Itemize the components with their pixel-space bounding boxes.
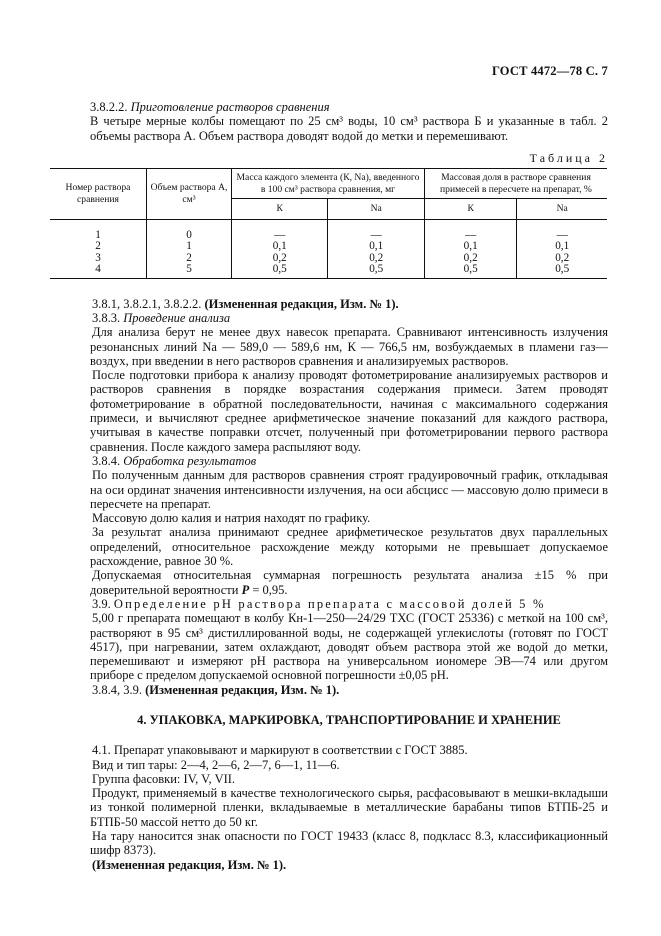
clause-384-paragraph: За результат анализа принимают среднее арифметическое результатов двух параллельных определений, относительное расхождение между которыми не превышает допускаемое расхождение, равное 30 %. <box>90 525 608 569</box>
probability-value: = 0,95. <box>249 582 288 597</box>
clause-384-paragraph <box>90 568 608 597</box>
sub-header-k: К <box>232 199 328 220</box>
edit-note-ref: 3.8.1, 3.8.2.1, 3.8.2.2. <box>92 296 202 311</box>
clause-title: Обработка результатов <box>123 453 257 468</box>
table-cell: 0,2 <box>232 253 328 265</box>
table-row <box>50 264 607 276</box>
clause-41-paragraph: Группа фасовки: IV, V, VII. <box>92 771 236 786</box>
table-cell: 0,2 <box>424 253 516 265</box>
table-cell: 0 <box>147 219 232 241</box>
clause-number: 3.8.2.2. <box>90 100 128 114</box>
table-cell: 3 <box>95 251 101 264</box>
clause-383-paragraph: После подготовки прибора к анализу проводят фотометрирование анализируемых растворов и растворов сравнения в порядке возрастания содержания примеси. Затем проводят фотометрирование в обратной последовательности, начиная с максимального содержания примеси, и вычисляют среднее арифметическое значение показаний для каждого раствора, учитывая в качестве поправки отсчет, полученный при фотометрировании первого раствора сравнения. После каждого замера распыляют воду. <box>90 368 608 454</box>
table-cell: 1 <box>95 228 101 241</box>
table-cell: 2 <box>147 253 232 265</box>
clause-number: 3.9. <box>92 596 111 611</box>
clause-title: Приготовление растворов сравнения <box>130 100 330 114</box>
table-cell: — <box>232 219 328 241</box>
probability-variable: P <box>241 582 250 597</box>
clause-384-text: Допускаемая относительная суммарная погрешность результата анализа ±15 % при доверительной вероятности <box>90 568 608 597</box>
table-caption: Таблица 2 <box>529 150 608 165</box>
table-cell: 0,5 <box>517 264 607 276</box>
table-cell: — <box>517 219 607 241</box>
sub-header-k: К <box>424 199 516 220</box>
table-cell: 0,1 <box>232 241 328 253</box>
clause-3822-text: В четыре мерные колбы помещают по 25 см³ воды, 10 см³ раствора Б и указанные в табл. 2 объемы раствора А. Объем раствора доводят водой до метки и перемешивают. <box>90 114 608 143</box>
clause-title: Определение рН раствора препарата с массовой долей 5 % <box>113 596 546 611</box>
col-header-volume: Объем раствора А, см³ <box>147 169 232 220</box>
clause-384-heading <box>90 454 608 468</box>
edit-note-1 <box>90 297 608 311</box>
edit-note-label: (Измененная редакция, Изм. № 1). <box>204 296 399 311</box>
clause-384-paragraph: По полученным данным для растворов сравнения строят градуировочный график, откладывая на оси ординат значения интенсивности излучения, на оси абсцисс — массовую долю примеси в пересчете на препарат. <box>90 468 608 511</box>
clause-41-paragraph: Вид и тип тары: 2—4, 2—6, 2—7, 6—1, 11—6. <box>92 757 340 772</box>
clause-383-paragraph: Для анализа берут не менее двух навесок препарата. Сравнивают интенсивность излучения резонансных линий Na — 589,0 — 589,6 нм, К — 766,5 нм, возбуждаемых в пламени газ—воздух, при введении в него растворов сравнения и анализируемых растворов. <box>90 325 608 368</box>
clause-39-text: 5,00 г препарата помещают в колбу Кн-1—250—24/29 ТХС (ГОСТ 25336) с меткой на 100 см³, растворяют в 95 см³ дистиллированной воды, не содержащей углекислоты (готовят по ГОСТ 4517), при нагревании, затем охлаждают, доводят объем раствора этой же водой до метки, перемешивают и измеряют рН раствора на универсальном иономере ЭВ—74 или другом приборе с пределом допускаемой основной погрешности ±0,05 рН. <box>90 611 608 683</box>
sub-header-na: Na <box>328 199 424 220</box>
table-cell: 0,1 <box>328 241 424 253</box>
table-cell: 5 <box>147 264 232 276</box>
edit-note-2 <box>90 683 608 697</box>
table-cell: — <box>328 219 424 241</box>
col-header-number: Номер раствора сравнения <box>50 169 147 220</box>
section-4-title: 4. УПАКОВКА, МАРКИРОВКА, ТРАНСПОРТИРОВАНИЕ И ХРАНЕНИЕ <box>137 713 561 727</box>
table-cell: 4 <box>95 263 101 276</box>
clause-41: 4.1. Препарат упаковывают и маркируют в соответствии с ГОСТ 3885. <box>92 743 468 758</box>
clause-41-paragraph: Продукт, применяемый в качестве технологического сырья, расфасовывают в мешки-вкладыши из тонкой полимерной пленки, вкладываемые в металлические барабаны типов БТПБ-25 и БТПБ-50 массой нетто до 50 кг. <box>90 786 608 829</box>
clause-number: 3.8.3. <box>92 310 121 325</box>
table-cell: 0,1 <box>424 241 516 253</box>
table-cell: 0,5 <box>232 264 328 276</box>
clause-3822-heading <box>90 100 608 114</box>
col-header-mass: Масса каждого элемента (К, Na), введенного в 100 см³ раствора сравнения, мг <box>232 169 425 199</box>
page-header: ГОСТ 4472—78 С. 7 <box>491 64 608 78</box>
clause-384-paragraph: Массовую долю калия и натрия находят по графику. <box>92 511 371 526</box>
clause-41-paragraph: На тару наносится знак опасности по ГОСТ 19433 (класс 8, подкласс 8.3, классификационный шифр 8373). <box>90 829 608 858</box>
clause-title: Проведение анализа <box>123 310 231 325</box>
table-2 <box>50 168 607 279</box>
table-cell: 1 <box>147 241 232 253</box>
sub-header-na: Na <box>517 199 607 220</box>
clause-383-heading <box>90 311 608 325</box>
table-cell: 0,5 <box>424 264 516 276</box>
table-cell: 0,5 <box>328 264 424 276</box>
table-cell: 0,2 <box>517 253 607 265</box>
clause-number: 3.8.4. <box>92 453 121 468</box>
table-cell: 0,1 <box>517 241 607 253</box>
document-body <box>65 100 608 872</box>
table-row <box>50 219 607 241</box>
clause-39-heading <box>90 597 608 611</box>
table-row <box>50 253 607 265</box>
table-cell: 0,2 <box>328 253 424 265</box>
edit-note-3: (Измененная редакция, Изм. № 1). <box>92 857 287 872</box>
edit-note-ref: 3.8.4, 3.9. <box>92 682 142 697</box>
edit-note-label: (Измененная редакция, Изм. № 1). <box>145 682 340 697</box>
table-row <box>50 241 607 253</box>
table-cell: — <box>424 219 516 241</box>
col-header-fraction: Массовая доля в растворе сравнения примесей в пересчете на препарат, % <box>424 169 607 199</box>
table-cell: 2 <box>95 240 101 253</box>
